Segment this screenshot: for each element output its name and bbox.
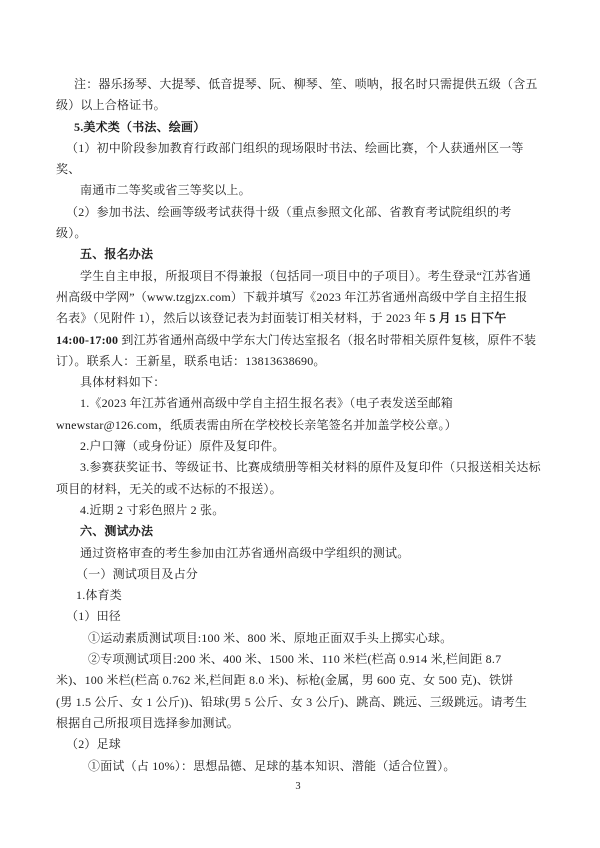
document-line xyxy=(56,564,542,585)
text-segment: 4.近期 2 寸彩色照片 2 张。 xyxy=(80,502,225,517)
document-line xyxy=(56,308,542,329)
document-line xyxy=(56,628,542,649)
document-line xyxy=(56,756,542,777)
document-line xyxy=(56,95,542,116)
bold-text-segment: 5 月 15 日下午 xyxy=(429,311,507,326)
text-segment: 根据自己所报项目选择参加测试。 xyxy=(56,715,240,730)
document-line xyxy=(56,649,542,670)
document-line xyxy=(56,670,542,691)
text-segment: （2）足球 xyxy=(66,737,122,752)
bold-text-segment: 5.美术类（书法、绘画） xyxy=(74,119,206,134)
text-segment: 1.体育类 xyxy=(76,588,123,603)
text-segment: 奖、 xyxy=(56,162,81,177)
document-line xyxy=(56,521,542,542)
bold-text-segment: 14:00-17:00 xyxy=(56,332,119,347)
text-segment: ①运动素质测试项目:100 米、800 米、原地正面双手头上掷实心球。 xyxy=(88,630,453,645)
document-line xyxy=(56,692,542,713)
document-line xyxy=(56,479,542,500)
document-line xyxy=(56,457,542,478)
bold-text-segment: 五、报名办法 xyxy=(80,247,154,262)
document-line xyxy=(56,713,542,734)
text-segment: wnewstar@126.com，纸质表需由所在学校校长亲笔签名并加盖学校公章。） xyxy=(56,417,457,432)
document-line xyxy=(56,372,542,393)
text-segment: 学生自主申报，所报项目不得兼报（包括同一项目中的子项目）。考生登录“江苏省通 xyxy=(80,268,531,283)
text-segment: ①面试（占 10%）：思想品德、足球的基本知识、潜能（适合位置）。 xyxy=(88,758,456,773)
document-line xyxy=(56,202,542,223)
page-number: 3 xyxy=(295,780,301,792)
text-segment: 到江苏省通州高级中学东大门传达室报名（报名时带相关原件复核，原件不装 xyxy=(118,332,537,347)
document-line xyxy=(56,180,542,201)
text-segment: 1.《2023 年江苏省通州高级中学自主招生报名表》（电子表发送至邮箱 xyxy=(80,396,454,411)
document-line xyxy=(56,244,542,265)
document-line xyxy=(56,266,542,287)
text-segment: （一）测试项目及占分 xyxy=(76,566,199,581)
document-line xyxy=(56,606,542,627)
text-segment: 级）以上合格证书。 xyxy=(56,98,166,113)
text-segment: 米)、100 米栏(栏高 0.762 米,栏间距 8.0 米)、标枪(金属，男 600 克、女 500 克)、铁饼 xyxy=(56,673,514,688)
text-segment: 2.户口簿（或身份证）原件及复印件。 xyxy=(80,439,285,454)
document-line xyxy=(56,393,542,414)
text-segment: 州高级中学网”（www.tzgjzx.com）下载并填写《2023 年江苏省通州高级中学自主招生报 xyxy=(56,289,528,304)
bold-text-segment: 六、测试办法 xyxy=(80,524,154,539)
document-line xyxy=(56,223,542,244)
document-line xyxy=(56,585,542,606)
document-line xyxy=(56,734,542,755)
text-segment: ②专项测试项目:200 米、400 米、1500 米、110 米栏(栏高 0.914 米,栏间距 8.7 xyxy=(88,652,502,667)
document-line xyxy=(56,159,542,180)
document-line xyxy=(56,138,542,159)
text-segment: 订）。联系人：王新星，联系电话：13813638690。 xyxy=(56,353,326,368)
text-segment: （1）田径 xyxy=(66,609,122,624)
document-line xyxy=(56,543,542,564)
text-segment: 具体材料如下： xyxy=(80,375,166,390)
document-line xyxy=(56,500,542,521)
document-line xyxy=(56,351,542,372)
text-segment: 注：器乐扬琴、大提琴、低音提琴、阮、柳琴、笙、唢呐，报名时只需提供五级（含五 xyxy=(74,77,538,91)
text-segment: 通过资格审查的考生参加由江苏省通州高级中学组织的测试。 xyxy=(80,545,410,560)
text-segment: 3.参赛获奖证书、等级证书、比赛成绩册等相关材料的原件及复印件（只报送相关达标 xyxy=(80,460,541,475)
document-line xyxy=(56,436,542,457)
text-segment: （2）参加书法、绘画等级考试获得十级（重点参照文化部、省教育考试院组织的考 xyxy=(66,204,512,219)
text-segment: 级）。 xyxy=(56,226,87,241)
text-segment: (男 1.5 公斤、女 1 公斤))、铅球(男 5 公斤、女 3 公斤)、跳高、跳远、三级跳远。请考生 xyxy=(56,694,528,709)
text-segment: （1）初中阶段参加教育行政部门组织的现场限时书法、绘画比赛，个人获通州区一等 xyxy=(66,140,524,155)
text-segment: 名表》（见附件 1），然后以该登记表为封面装订相关材料，于 2023 年 xyxy=(56,311,430,326)
document-line xyxy=(56,415,542,436)
document-line xyxy=(56,117,542,138)
text-segment: 项目的材料，无关的或不达标的不报送）。 xyxy=(56,481,282,496)
text-segment: 南通市二等奖或省三等奖以上。 xyxy=(80,183,251,198)
document-line xyxy=(56,74,542,95)
document-line xyxy=(56,287,542,308)
document-line xyxy=(56,330,542,351)
